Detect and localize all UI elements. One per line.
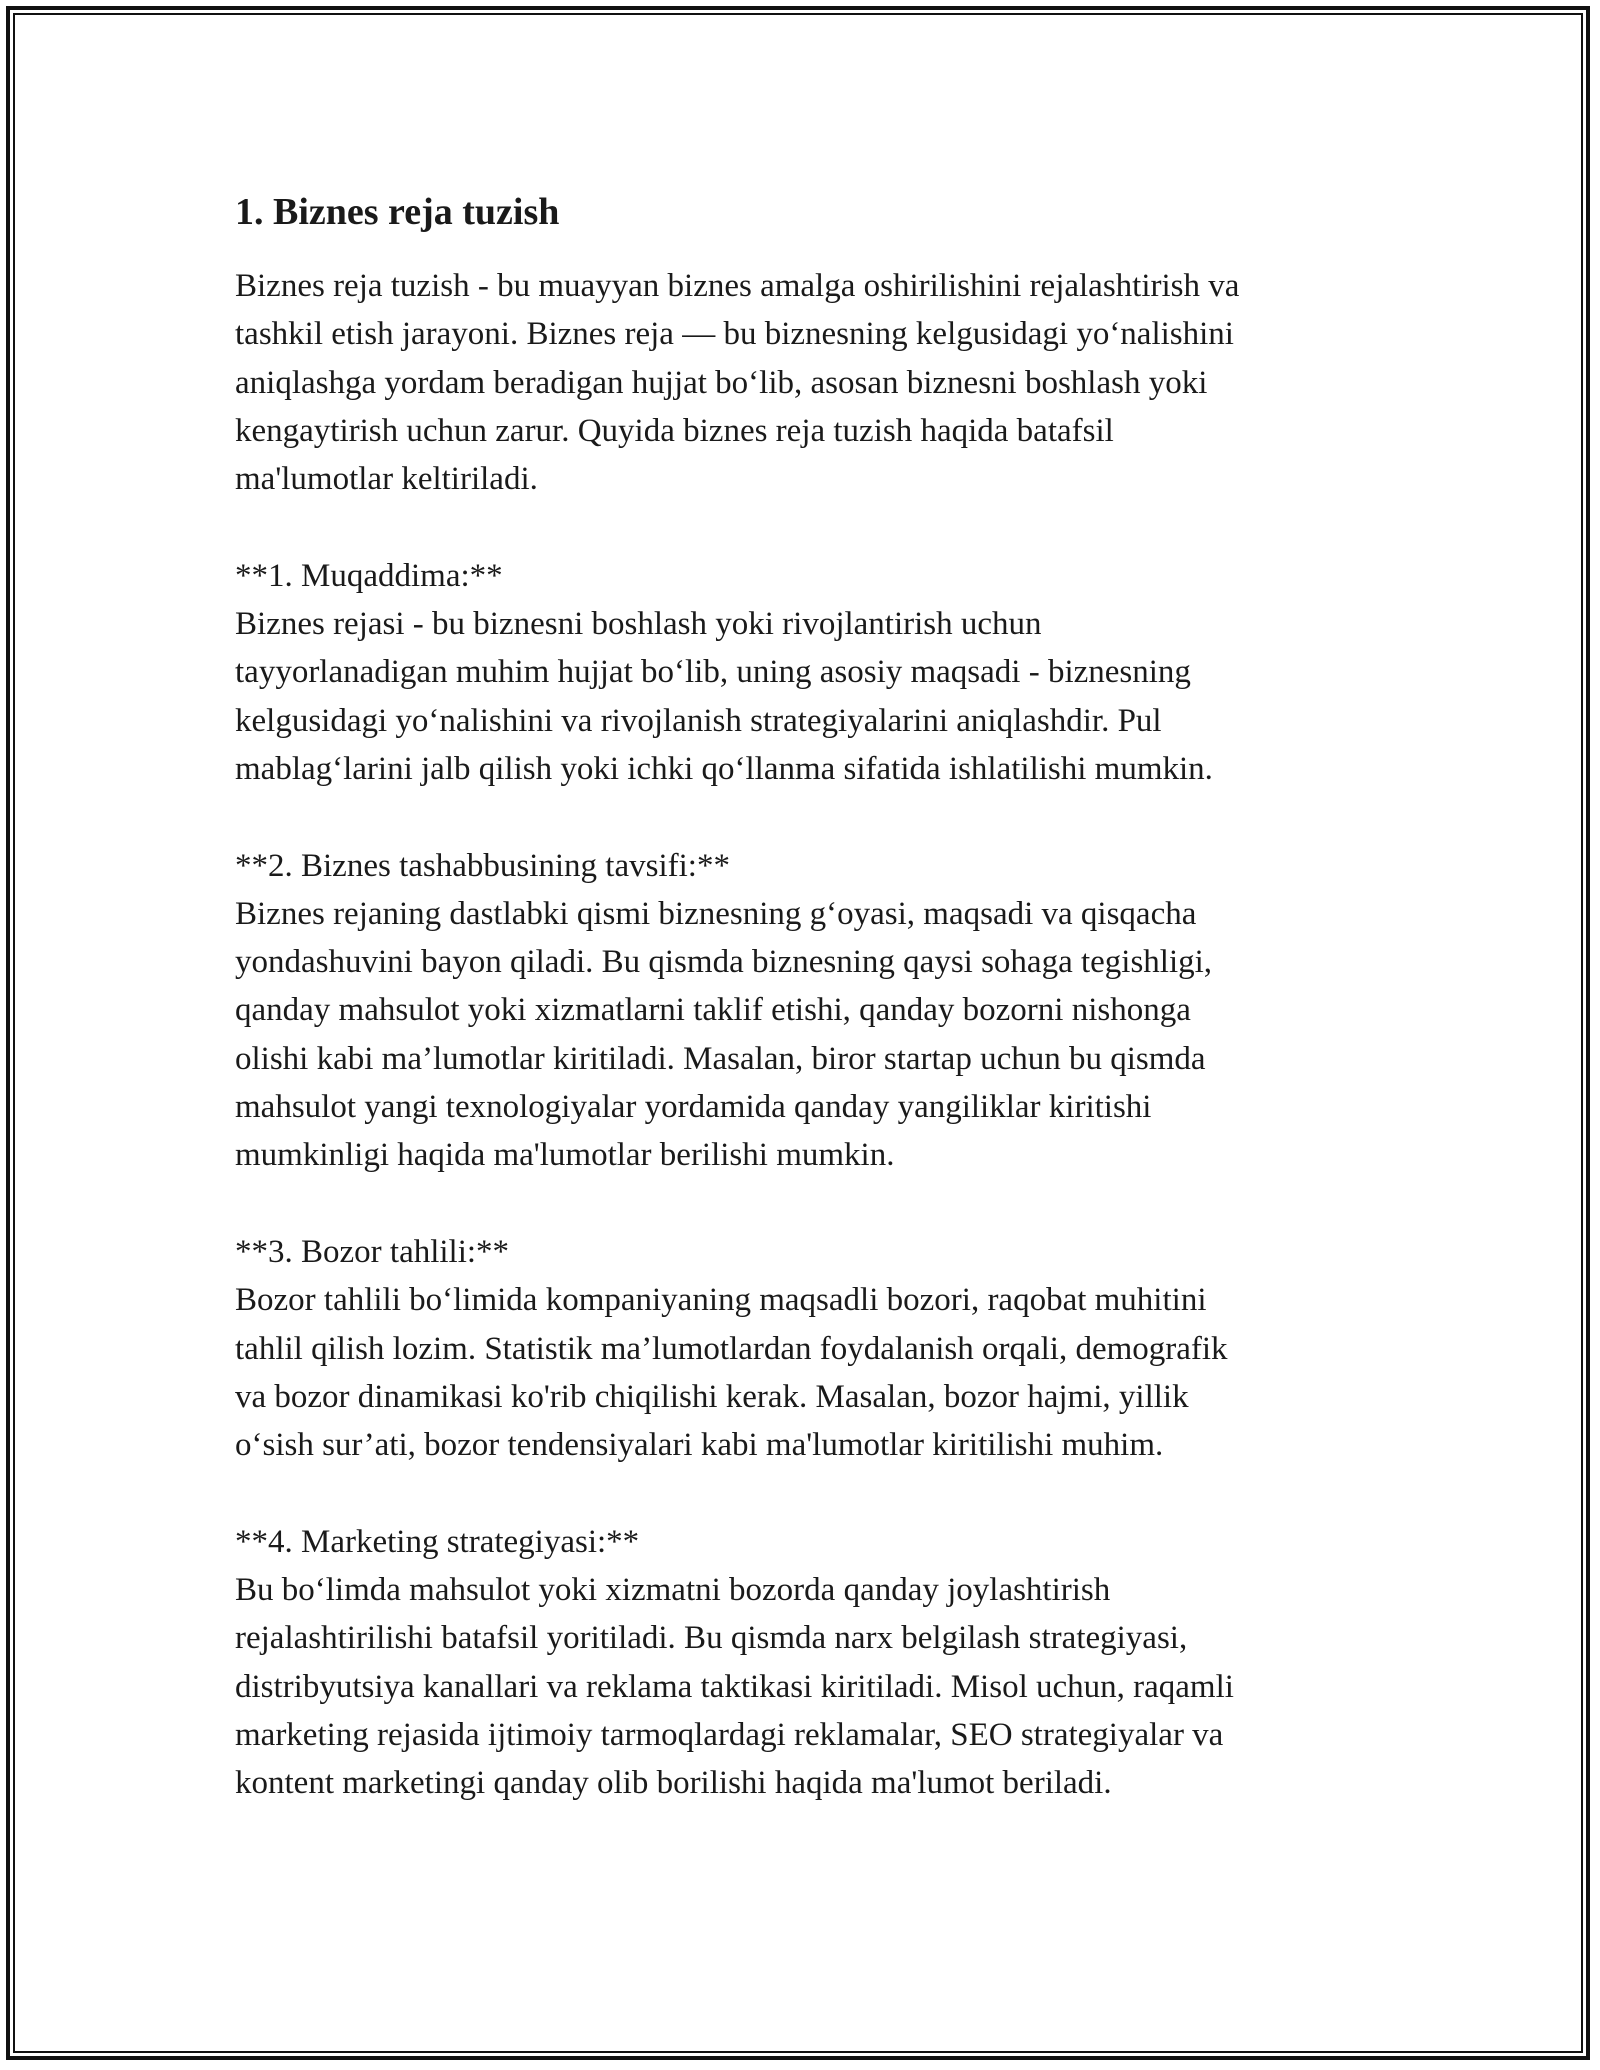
section-3-body: Bozor tahlili boʻlimida kompaniyaning maqsadli bozori, raqobat muhitini tahlil qilish lozim. Statistik ma’lumotlardan foydalanish orqali, demografik va bozor dinamikasi ko'rib chiqilishi kerak. Masalan, bozor hajmi, yillik oʻsish sur’ati, bozor tendensiyalari kabi ma'lumotlar kiritilishi muhim. xyxy=(235,1282,1228,1464)
section-1-body: Biznes rejasi - bu biznesni boshlash yoki rivojlantirish uchun tayyorlanadigan muhim hujjat boʻlib, uning asosiy maqsadi - biznesning kelgusidagi yoʻnalishini va rivojlanish strategiyalarini aniqlashdir. Pul mablagʻlarini jalb qilish yoki ichki qoʻllanma sifatida ishlatilishi mumkin. xyxy=(235,606,1213,787)
paragraph-gap xyxy=(235,1180,1385,1228)
section-2-heading: **2. Biznes tashabbusining tavsifi:** xyxy=(235,847,730,884)
section-3-heading: **3. Bozor tahlili:** xyxy=(235,1233,510,1270)
section-4-body: Bu boʻlimda mahsulot yoki xizmatni bozorda qanday joylashtirish rejalashtirilishi batafsil yoritiladi. Bu qismda narx belgilash strategiyasi, distribyutsiya kanallari va reklama taktikasi kiritiladi. Misol uchun, raqamli marketing rejasida ijtimoiy tarmoqlardagi reklamalar, SEO strategiyalar va kontent marketingi qanday olib borilishi haqida ma'lumot beriladi. xyxy=(235,1572,1234,1802)
paragraph-gap xyxy=(235,503,1385,551)
section-1-heading: **1. Muqaddima:** xyxy=(235,557,503,594)
paragraph-gap xyxy=(235,1469,1385,1517)
document-body xyxy=(235,186,1385,1808)
paragraph-gap xyxy=(235,793,1385,841)
document-title: 1. Biznes reja tuzish xyxy=(235,191,560,233)
intro-paragraph: Biznes reja tuzish - bu muayyan biznes amalga oshirilishini rejalashtirish va tashkil etish jarayoni. Biznes reja — bu biznesning kelgusidagi yoʻnalishini aniqlashga yordam beradigan hujjat boʻlib, asosan biznesni boshlash yoki kengaytirish uchun zarur. Quyida biznes reja tuzish haqida batafsil ma'lumotlar keltiriladi. xyxy=(235,268,1240,498)
section-4-heading: **4. Marketing strategiyasi:** xyxy=(235,1523,640,1560)
section-2-body: Biznes rejaning dastlabki qismi biznesning gʻoyasi, maqsadi va qisqacha yondashuvini bayon qiladi. Bu qismda biznesning qaysi sohaga tegishligi, qanday mahsulot yoki xizmatlarni taklif etishi, qanday bozorni nishonga olishi kabi ma’lumotlar kiritiladi. Masalan, biror startap uchun bu qismda mahsulot yangi texnologiyalar yordamida qanday yangiliklar kiritishi mumkinligi haqida ma'lumotlar berilishi mumkin. xyxy=(235,895,1213,1174)
